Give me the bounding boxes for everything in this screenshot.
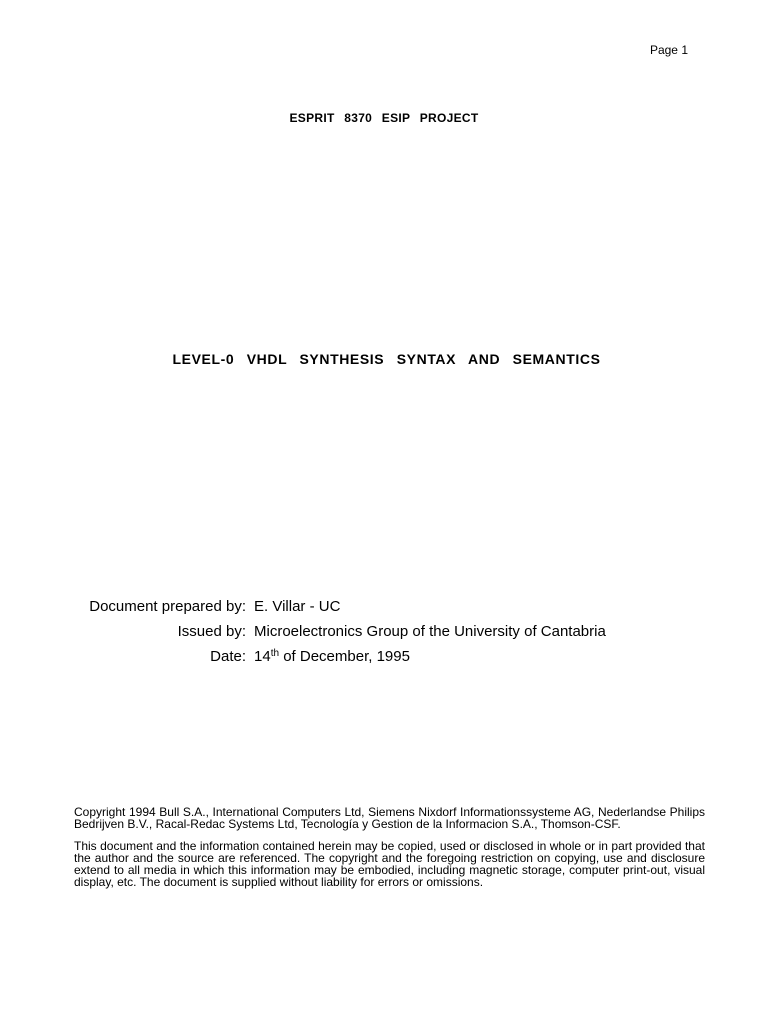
date-value xyxy=(254,648,768,665)
copyright-paragraph: Copyright 1994 Bull S.A., International Computers Ltd, Siemens Nixdorf Informationssysteme AG, Nederlandse Philips Bedrijven B.V., Racal-Redac Systems Ltd, Tecnología y Gestion de la Informacion S.A., Thomson-CSF. xyxy=(74,805,705,831)
page-number: Page 1 xyxy=(649,43,688,57)
date-rest: of December, 1995 xyxy=(279,648,410,665)
issued-by-label: Issued by: xyxy=(177,623,246,640)
prepared-by-row xyxy=(0,594,768,619)
project-heading: ESPRIT 8370 ESIP PROJECT xyxy=(289,111,479,125)
prepared-by-label: Document prepared by: xyxy=(89,598,246,615)
prepared-by-value: E. Villar - UC xyxy=(254,598,341,615)
usage-terms-paragraph: This document and the information contained herein may be copied, used or disclosed in whole or in part provided that the author and the source are referenced. The copyright and the foregoing restriction on copying, use and disclosure extend to all media in which this information may be embodied, including magnetic storage, computer print-out, visual display, etc. The document is supplied without liability for errors or omissions. xyxy=(74,839,705,889)
issued-by-value: Microelectronics Group of the University of Cantabria xyxy=(254,623,606,640)
date-row xyxy=(0,644,768,669)
date-label: Date: xyxy=(210,648,246,665)
date-suffix: th xyxy=(270,648,280,659)
copyright-notice xyxy=(74,806,705,898)
date-day: 14 xyxy=(254,648,271,665)
document-metadata xyxy=(0,594,768,669)
issued-by-row xyxy=(0,619,768,644)
document-title: LEVEL-0 VHDL SYNTHESIS SYNTAX AND SEMANTICS xyxy=(172,351,601,367)
